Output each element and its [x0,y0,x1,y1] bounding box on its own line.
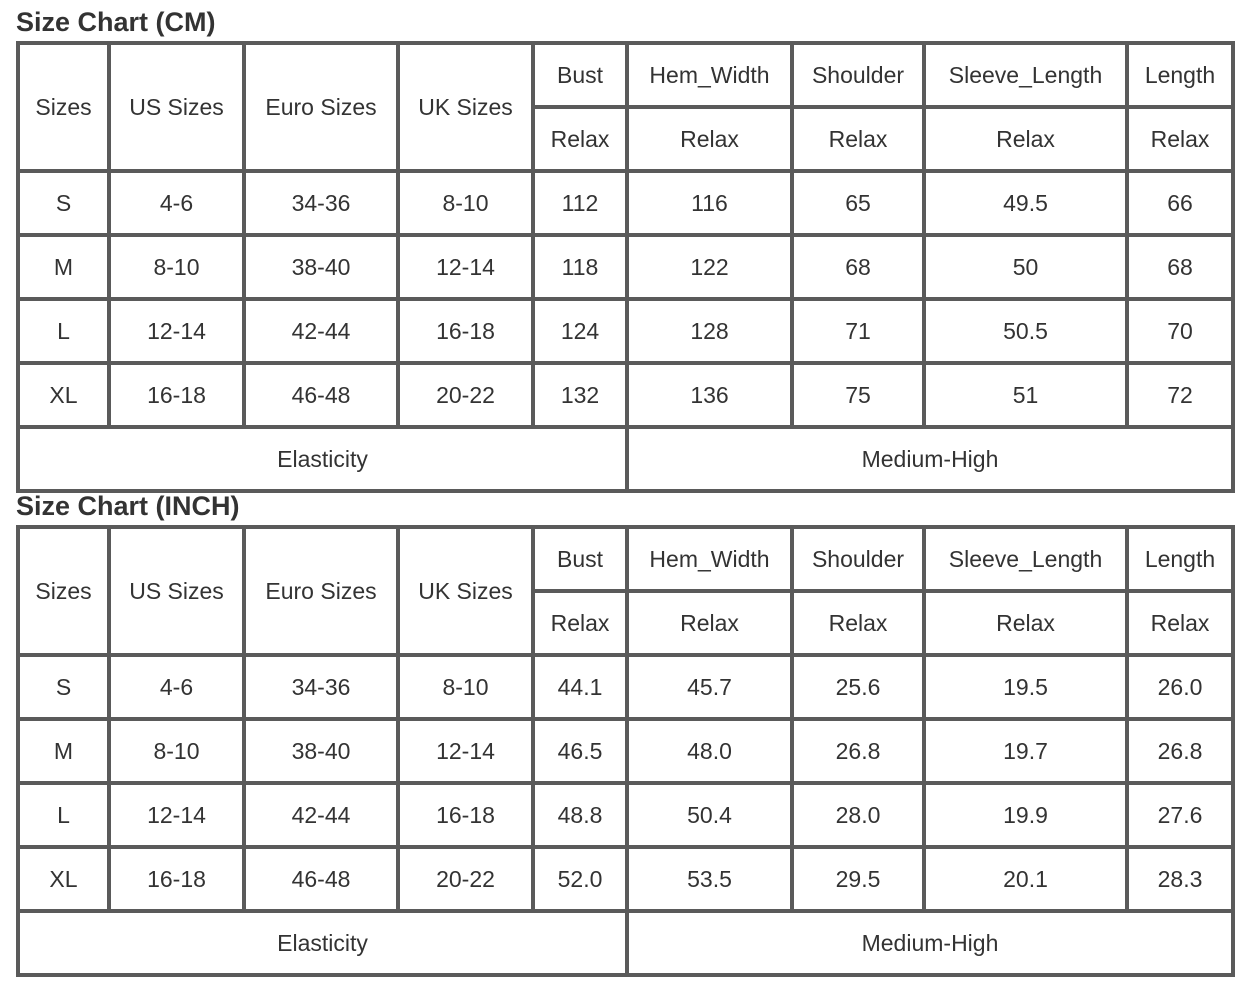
cell-hem-width: 122 [627,235,792,299]
header-sizes: Sizes [18,43,109,171]
table-row [18,847,1233,911]
size-chart-cm-title: Size Chart (CM) [16,7,216,37]
cell-size: XL [18,847,109,911]
cell-uk-size: 20-22 [398,363,533,427]
cell-euro-size: 42-44 [244,299,398,363]
fit-hem-width: Relax [627,591,792,655]
table-row [18,299,1233,363]
cell-us-size: 12-14 [109,783,244,847]
cell-us-size: 4-6 [109,655,244,719]
cell-hem-width: 128 [627,299,792,363]
cell-bust: 46.5 [533,719,627,783]
header-sleeve-length: Sleeve_Length [924,43,1127,107]
cell-size: L [18,783,109,847]
cell-sleeve-length: 19.7 [924,719,1127,783]
cell-bust: 124 [533,299,627,363]
size-chart-inch-title: Size Chart (INCH) [16,491,240,521]
cell-shoulder: 71 [792,299,924,363]
cell-length: 26.8 [1127,719,1233,783]
fit-hem-width: Relax [627,107,792,171]
cell-bust: 118 [533,235,627,299]
cell-length: 72 [1127,363,1233,427]
cell-hem-width: 45.7 [627,655,792,719]
cell-size: M [18,719,109,783]
cell-bust: 112 [533,171,627,235]
cell-shoulder: 65 [792,171,924,235]
cell-hem-width: 50.4 [627,783,792,847]
fit-sleeve-length: Relax [924,591,1127,655]
cell-euro-size: 46-48 [244,847,398,911]
cell-hem-width: 116 [627,171,792,235]
cell-us-size: 12-14 [109,299,244,363]
cell-us-size: 8-10 [109,719,244,783]
elasticity-label: Elasticity [18,427,627,491]
header-shoulder: Shoulder [792,43,924,107]
cell-euro-size: 34-36 [244,655,398,719]
header-length: Length [1127,43,1233,107]
table-row [18,363,1233,427]
header-bust: Bust [533,527,627,591]
fit-length: Relax [1127,591,1233,655]
cell-sleeve-length: 19.9 [924,783,1127,847]
cell-euro-size: 34-36 [244,171,398,235]
cell-shoulder: 68 [792,235,924,299]
cell-us-size: 4-6 [109,171,244,235]
fit-bust: Relax [533,591,627,655]
table-row [18,171,1233,235]
cell-bust: 132 [533,363,627,427]
cell-uk-size: 12-14 [398,719,533,783]
header-bust: Bust [533,43,627,107]
header-uk-sizes: UK Sizes [398,527,533,655]
header-sizes: Sizes [18,527,109,655]
cell-hem-width: 136 [627,363,792,427]
cell-sleeve-length: 50.5 [924,299,1127,363]
cell-uk-size: 8-10 [398,655,533,719]
cell-shoulder: 75 [792,363,924,427]
cell-us-size: 16-18 [109,847,244,911]
header-uk-sizes: UK Sizes [398,43,533,171]
elasticity-row [18,911,1233,975]
header-shoulder: Shoulder [792,527,924,591]
elasticity-row [18,427,1233,491]
cell-size: L [18,299,109,363]
table-row [18,719,1233,783]
cell-bust: 44.1 [533,655,627,719]
cell-shoulder: 28.0 [792,783,924,847]
header-us-sizes: US Sizes [109,43,244,171]
cell-euro-size: 38-40 [244,719,398,783]
header-euro-sizes: Euro Sizes [244,43,398,171]
cell-sleeve-length: 20.1 [924,847,1127,911]
elasticity-value: Medium-High [627,427,1233,491]
header-row [18,527,1233,591]
fit-shoulder: Relax [792,591,924,655]
cell-length: 66 [1127,171,1233,235]
cell-us-size: 8-10 [109,235,244,299]
cell-size: M [18,235,109,299]
table-row [18,783,1233,847]
cell-size: XL [18,363,109,427]
header-us-sizes: US Sizes [109,527,244,655]
cell-bust: 48.8 [533,783,627,847]
cell-uk-size: 8-10 [398,171,533,235]
elasticity-value: Medium-High [627,911,1233,975]
cell-uk-size: 16-18 [398,299,533,363]
cell-euro-size: 38-40 [244,235,398,299]
cell-length: 68 [1127,235,1233,299]
cell-hem-width: 48.0 [627,719,792,783]
cell-uk-size: 16-18 [398,783,533,847]
cell-length: 70 [1127,299,1233,363]
cell-sleeve-length: 50 [924,235,1127,299]
fit-sleeve-length: Relax [924,107,1127,171]
header-euro-sizes: Euro Sizes [244,527,398,655]
table-row [18,655,1233,719]
cell-length: 26.0 [1127,655,1233,719]
cell-uk-size: 12-14 [398,235,533,299]
header-hem-width: Hem_Width [627,43,792,107]
cell-length: 27.6 [1127,783,1233,847]
cell-euro-size: 46-48 [244,363,398,427]
cell-length: 28.3 [1127,847,1233,911]
cell-size: S [18,655,109,719]
fit-shoulder: Relax [792,107,924,171]
header-row [18,43,1233,107]
cell-shoulder: 29.5 [792,847,924,911]
cell-shoulder: 26.8 [792,719,924,783]
size-chart-inch-table [16,525,1235,977]
cell-bust: 52.0 [533,847,627,911]
cell-hem-width: 53.5 [627,847,792,911]
cell-shoulder: 25.6 [792,655,924,719]
cell-sleeve-length: 51 [924,363,1127,427]
header-sleeve-length: Sleeve_Length [924,527,1127,591]
fit-bust: Relax [533,107,627,171]
fit-length: Relax [1127,107,1233,171]
cell-sleeve-length: 49.5 [924,171,1127,235]
cell-uk-size: 20-22 [398,847,533,911]
size-chart-cm-table [16,41,1235,493]
header-length: Length [1127,527,1233,591]
table-row [18,235,1233,299]
cell-size: S [18,171,109,235]
cell-us-size: 16-18 [109,363,244,427]
elasticity-label: Elasticity [18,911,627,975]
header-hem-width: Hem_Width [627,527,792,591]
cell-sleeve-length: 19.5 [924,655,1127,719]
cell-euro-size: 42-44 [244,783,398,847]
